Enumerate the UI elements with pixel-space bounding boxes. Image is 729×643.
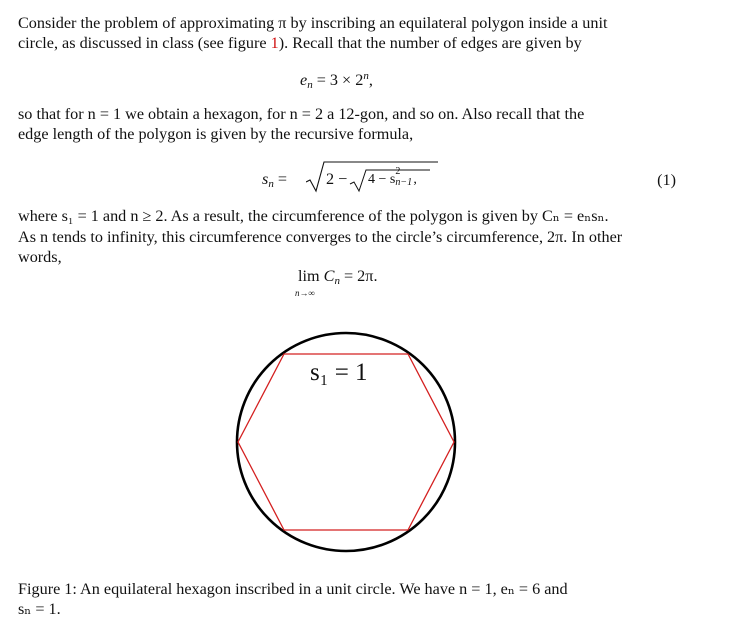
paragraph-2-line-2: edge length of the polygon is given by the recursive formula, (18, 125, 414, 143)
recursive-equation-lhs-sub: n (268, 178, 274, 190)
edges-equation (300, 70, 373, 90)
recursive-equation-inner: 4 − s (368, 172, 396, 187)
paragraph-1-line-2-text: circle, as discussed in class (see figure (18, 34, 271, 52)
paragraph-3-line-3: words, (18, 248, 62, 266)
figure-caption-line-2: sₙ = 1. (18, 600, 61, 618)
edges-equation-rhs: = 3 × 2 (316, 71, 364, 89)
recursive-equation-eq: = (277, 170, 287, 188)
figure-caption-line-1: Figure 1: An equilateral hexagon inscribed in a unit circle. We have n = 1, eₙ = 6 and (18, 580, 568, 598)
paragraph-1-line-2-tail: ). Recall that the number of edges are given by (278, 34, 582, 52)
recursive-equation-inner-sup: 2 (395, 166, 401, 177)
edges-equation-lhs-sub: n (307, 79, 313, 91)
paragraph-3-line-1: where s₁ = 1 and n ≥ 2. As a result, the circumference of the polygon is given by Cₙ = eₙsₙ. (18, 207, 609, 225)
paragraph-2-line-1: so that for n = 1 we obtain a hexagon, for n = 2 a 12-gon, and so on. Also recall that the (18, 105, 585, 123)
paragraph-1-line-2 (18, 33, 582, 53)
limit-equation (295, 266, 378, 298)
limit-equation-lim: lim (298, 267, 320, 285)
limit-equation-lim-sub: n→∞ (295, 288, 315, 298)
edges-equation-rhs-sup: n (363, 70, 369, 82)
recursive-equation (262, 160, 462, 194)
paragraph-3-line-2: As n tends to infinity, this circumference converges to the circle’s circumference, 2π. In other (18, 228, 623, 246)
limit-equation-body: C (323, 267, 335, 285)
limit-equation-rhs: = 2π. (344, 267, 378, 285)
figure-side-label: s₁ = 1 (310, 359, 368, 386)
paragraph-1-line-1: Consider the problem of approximating π by inscribing an equilateral polygon inside a unit (18, 14, 608, 32)
hexagon-figure (228, 326, 464, 554)
recursive-equation-outer: 2 − (326, 170, 348, 188)
recursive-equation-inner-sub: n−1 (395, 177, 413, 188)
limit-equation-body-sub: n (334, 275, 340, 287)
edges-equation-tail: , (368, 71, 373, 89)
edges-equation-lhs: e (300, 71, 308, 89)
equation-number: (1) (657, 171, 676, 189)
recursive-equation-tail: , (413, 172, 417, 187)
recursive-equation-lhs: s (262, 170, 269, 188)
figure-reference-link[interactable]: 1 (270, 34, 279, 52)
